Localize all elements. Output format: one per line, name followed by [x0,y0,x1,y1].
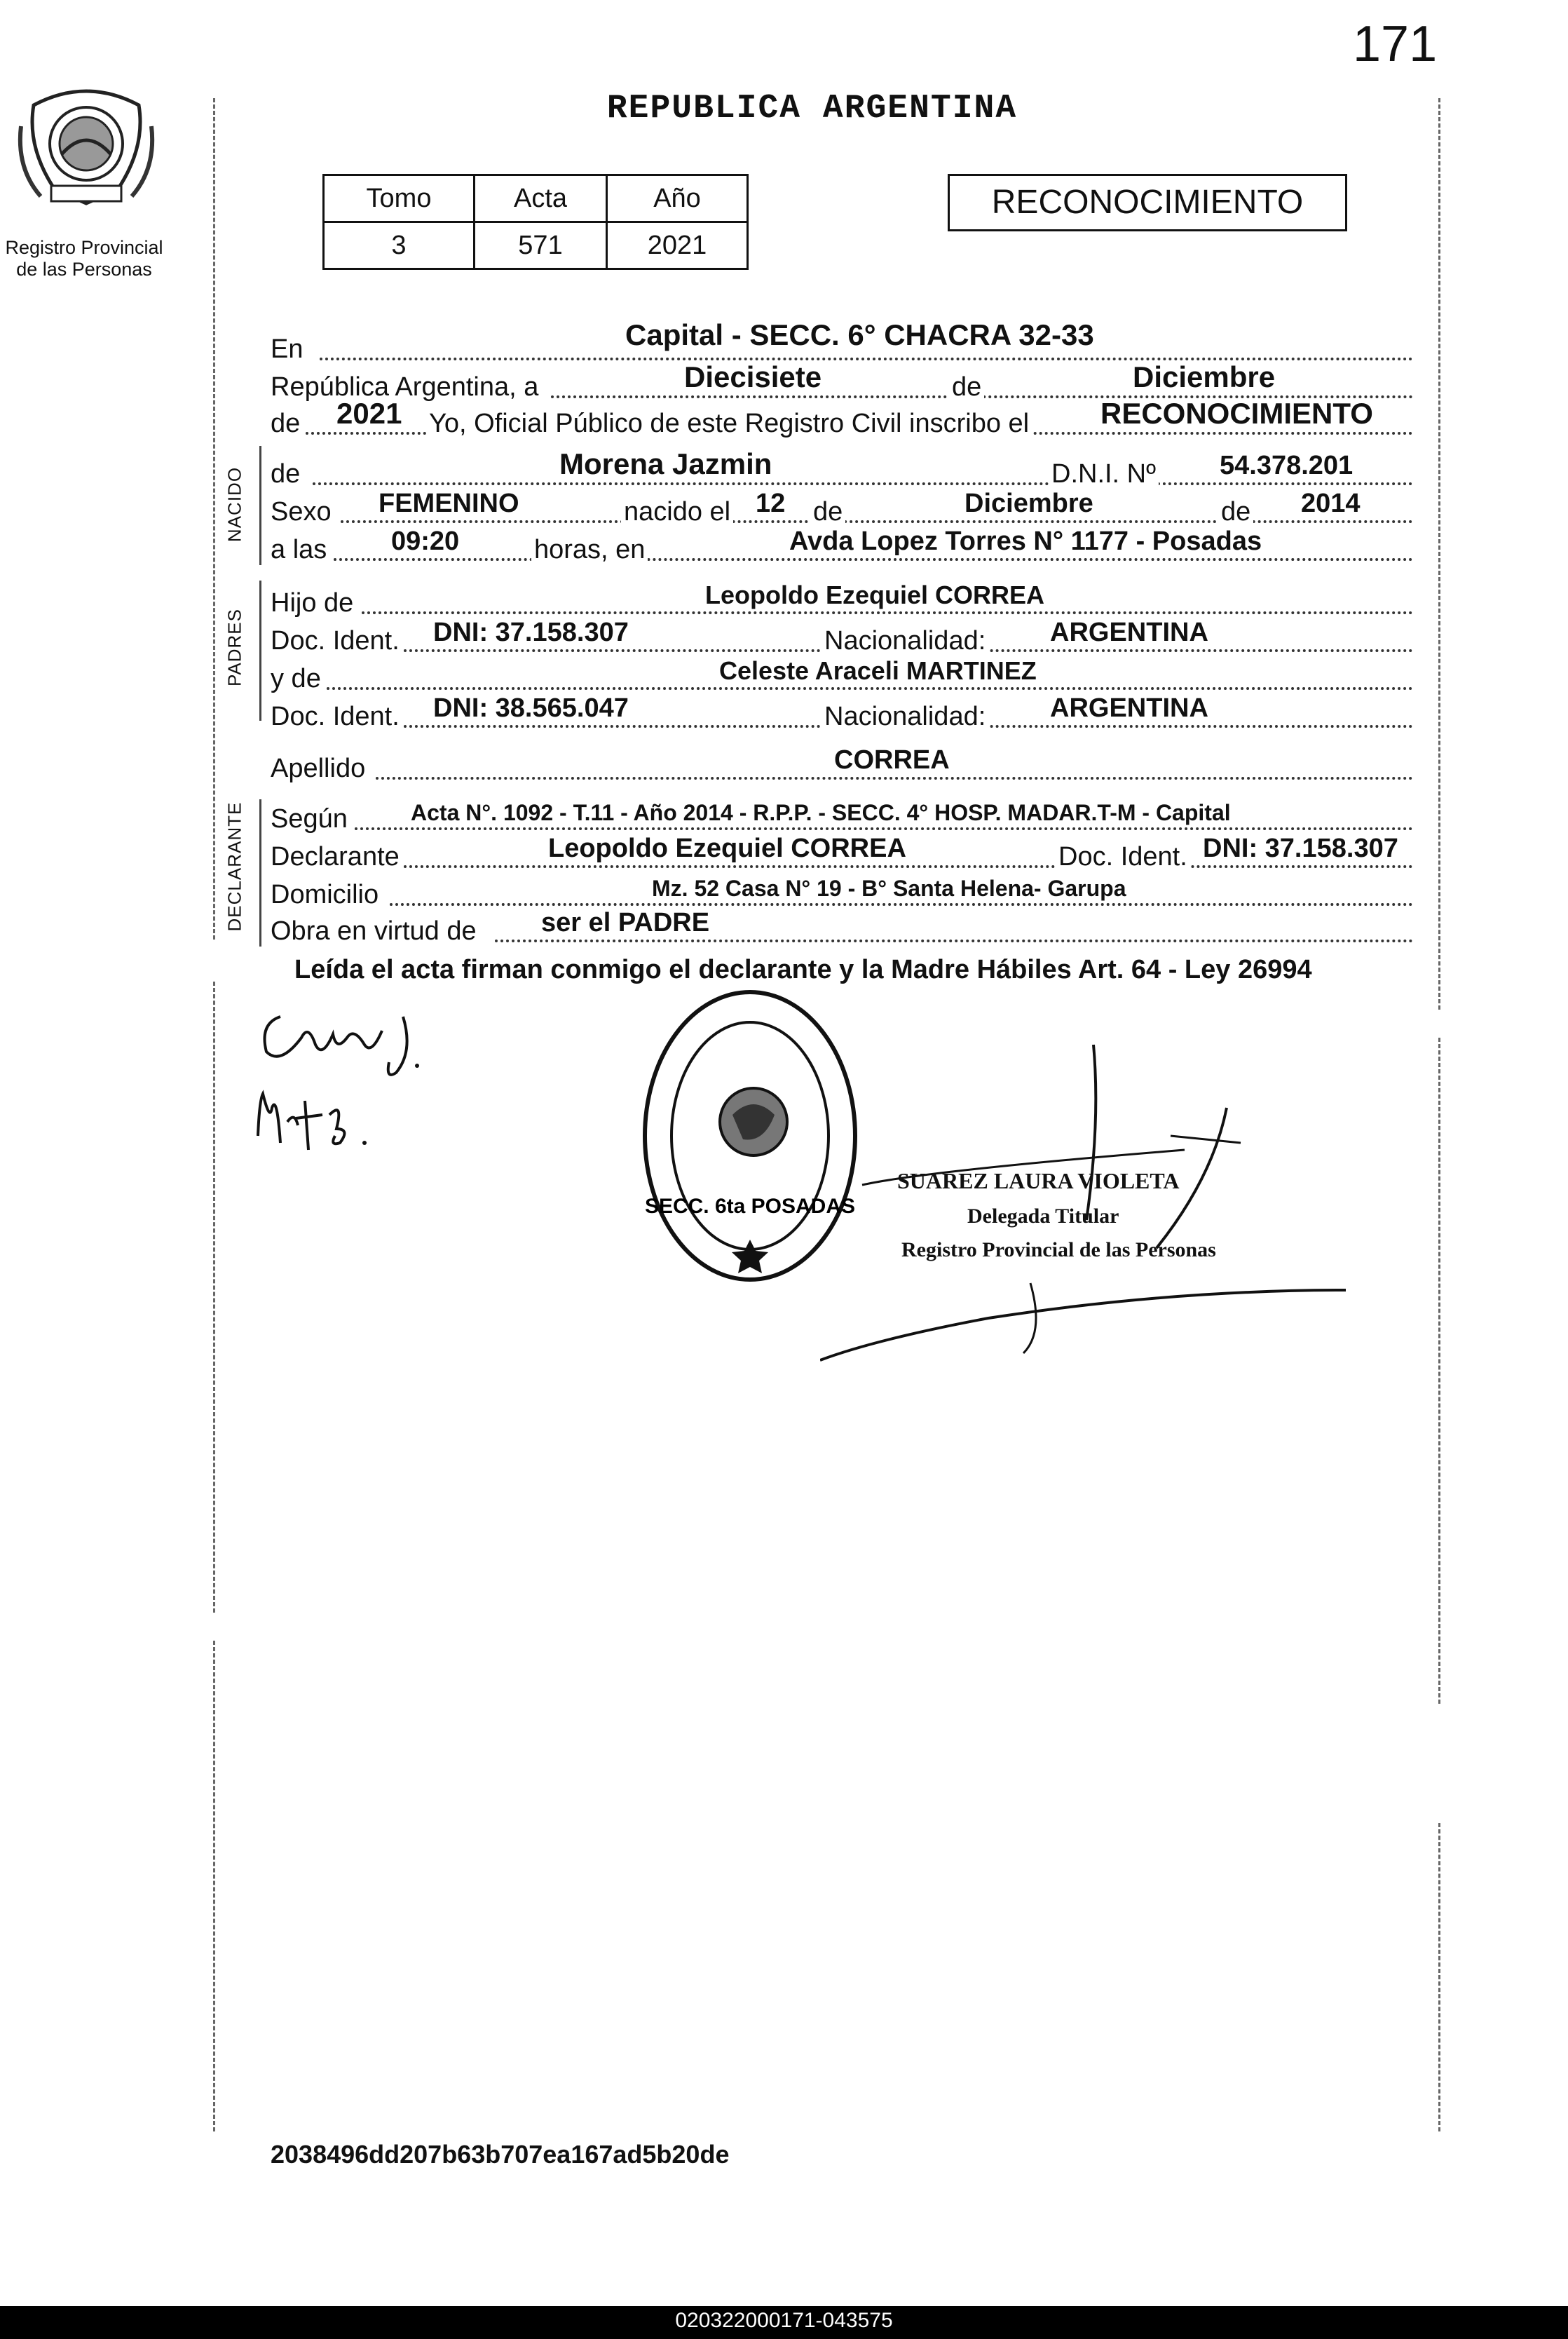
left-margin-line [213,1641,215,2131]
row-padre-doc: Doc. Ident. DNI: 37.158.307 Nacionalidad: ARGENTINA [271,621,1413,658]
registry-caption: Registro Provincial de las Personas [5,237,163,280]
declarant-name-value: Leopoldo Ezequiel CORREA [548,834,906,863]
address-value: Mz. 52 Casa N° 19 - B° Santa Helena- Garupa [652,876,1126,901]
mother-nationality-value: ARGENTINA [1050,693,1208,723]
document-title: REPUBLICA ARGENTINA [606,90,1018,128]
row-sexo: Sexo FEMENINO nacido el 12 de Diciembre de 2014 [271,492,1413,529]
nacido-bracket [259,446,261,565]
header-acta: Acta [475,175,607,222]
header-anio: Año [607,175,748,222]
registry-table [322,174,749,270]
left-margin-line [213,98,215,940]
birth-place-value: Avda Lopez Torres N° 1177 - Posadas [789,527,1262,556]
declarante-bracket [259,799,261,947]
province-seal-logo [13,77,160,210]
sex-value: FEMENINO [379,489,519,518]
record-type-box: RECONOCIMIENTO [948,174,1347,231]
row-padre: Hijo de Leopoldo Ezequiel CORREA [271,583,1413,620]
place-value: Capital - SECC. 6° CHACRA 32-33 [625,318,1094,351]
year-value: 2021 [336,397,402,430]
side-label-padres: PADRES [224,609,245,686]
closing-statement: Leída el acta firman conmigo el declarante y la Madre Hábiles Art. 64 - Ley 26994 [294,955,1312,984]
father-nationality-value: ARGENTINA [1050,618,1208,647]
side-label-nacido: NACIDO [224,466,245,543]
birth-time-value: 09:20 [391,527,460,556]
row-segun: Según Acta N°. 1092 - T.11 - Año 2014 - R.P.P. - SECC. 4° HOSP. MADAR.T-M - Capital [271,799,1413,836]
father-name-value: Leopoldo Ezequiel CORREA [705,581,1045,609]
declarant-doc-value: DNI: 37.158.307 [1203,834,1398,863]
mother-name-value: Celeste Araceli MARTINEZ [719,656,1037,685]
row-madre: y de Celeste Araceli MARTINEZ [271,659,1413,696]
value-acta: 571 [475,222,607,269]
header-tomo: Tomo [324,175,475,222]
signatory-org: Registro Provincial de las Personas [901,1238,1216,1261]
row-lugar: En Capital - SECC. 6° CHACRA 32-33 [271,330,1413,366]
mother-doc-value: DNI: 38.565.047 [433,693,629,723]
according-value: Acta N°. 1092 - T.11 - Año 2014 - R.P.P. - SECC. 4° HOSP. MADAR.T-M - Capital [411,800,1231,825]
side-label-declarante: DECLARANTE [224,801,245,932]
row-hora: a las 09:20 horas, en Avda Lopez Torres N° 1177 - Posadas [271,530,1413,567]
capacity-value: ser el PADRE [541,908,710,937]
value-tomo: 3 [324,222,475,269]
page-number: 171 [1353,16,1438,72]
row-madre-doc: Doc. Ident. DNI: 38.565.047 Nacionalidad: ARGENTINA [271,697,1413,733]
row-fecha: República Argentina, a de Diecisiete Diciembre [271,367,1413,404]
stamp-inner-text: SECC. 6ta POSADAS [644,1195,856,1218]
right-margin-line [1438,1038,1440,1704]
padres-bracket [259,581,261,721]
birth-day-value: 12 [756,489,786,518]
left-margin-line [213,982,215,1613]
row-obra: Obra en virtud de ser el PADRE [271,911,1413,948]
act-value: RECONOCIMIENTO [1100,397,1373,430]
row-anio-acto: de 2021 Yo, Oficial Público de este Registro Civil inscribo el RECONOCIMIENTO [271,404,1413,440]
footer-code: 020322000171-043575 [675,2309,893,2332]
month-value: Diciembre [1133,360,1276,393]
row-apellido: Apellido CORREA [271,749,1413,785]
value-anio: 2021 [607,222,748,269]
birth-year-value: 2014 [1301,489,1361,518]
birth-month-value: Diciembre [964,489,1093,518]
row-domicilio: Domicilio Mz. 52 Casa N° 19 - B° Santa Helena- Garupa [271,875,1413,911]
document-hash: 2038496dd207b63b707ea167ad5b20de [271,2140,730,2169]
right-margin-line [1438,98,1440,1010]
handwritten-signatures [252,996,505,1178]
child-dni-value: 54.378.201 [1220,451,1354,480]
row-nombre: de Morena Jazmin D.N.I. Nº 54.378.201 [271,454,1413,491]
row-declarante: Declarante Leopoldo Ezequiel CORREA Doc. Ident. DNI: 37.158.307 [271,837,1413,874]
signatory-name: SUAREZ LAURA VIOLETA [897,1168,1180,1193]
signatory-role: Delegada Titular [967,1205,1119,1228]
day-value: Diecisiete [684,360,822,393]
child-name-value: Morena Jazmin [559,447,772,480]
surname-value: CORREA [834,745,950,775]
right-margin-line [1438,1823,1440,2131]
father-doc-value: DNI: 37.158.307 [433,618,629,647]
